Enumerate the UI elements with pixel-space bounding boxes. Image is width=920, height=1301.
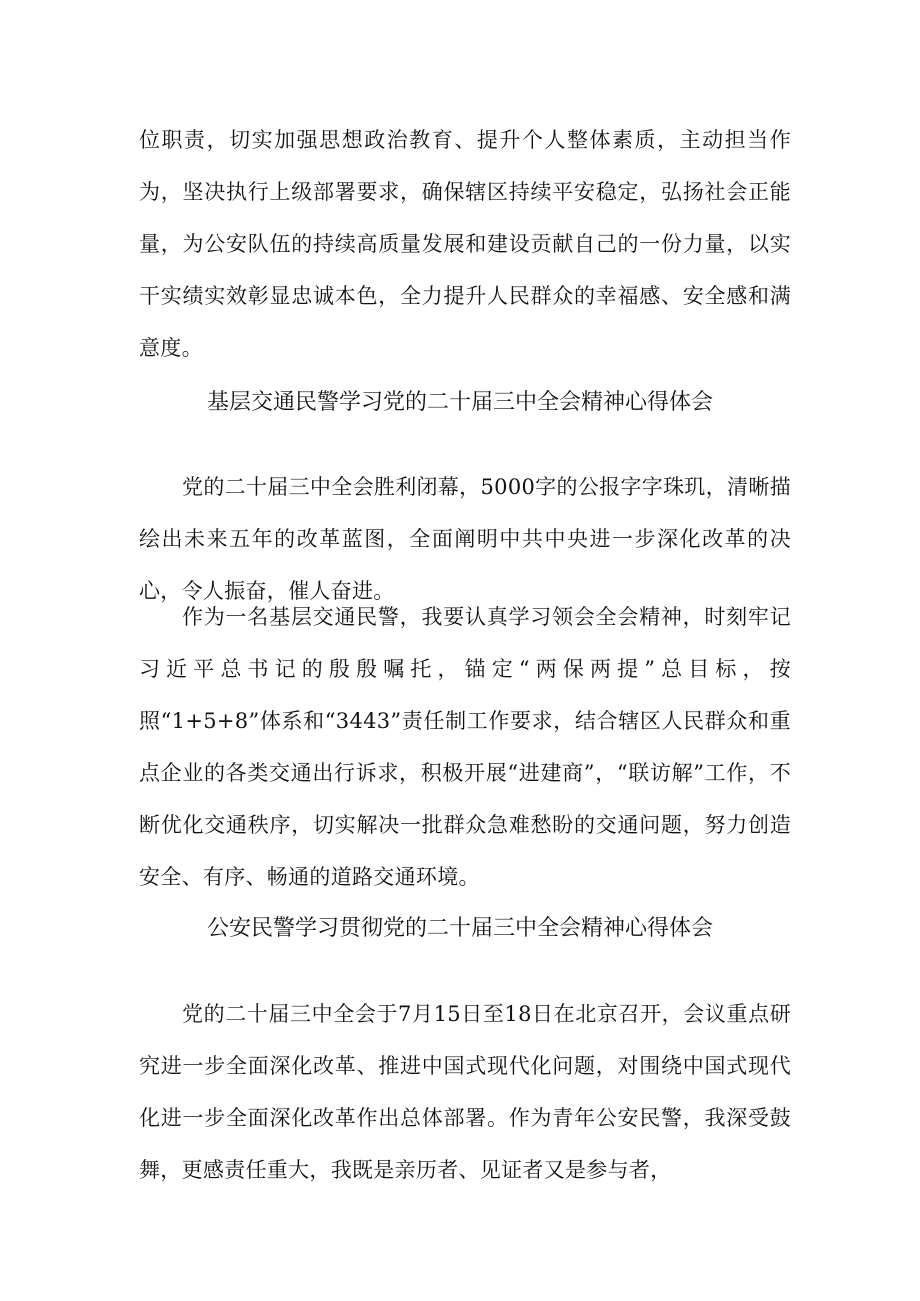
section-title-public-security-police: 公安民警学习贯彻党的二十届三中全会精神心得体会 <box>206 916 713 941</box>
section-title-traffic-police: 基层交通民警学习党的二十届三中全会精神心得体会 <box>206 390 713 415</box>
section-1-paragraph-2: 作为一名基层交通民警，我要认真学习领会全会精神，时刻牢记习近平总书记的殷殷嘱托，锚定“两保两提”总目标，按照“1+5+8”体系和“3443”责任制工作要求，结合辖区人民群众和重点企业的各类交通出行诉求，积极开展“进建商”，“联访解”工作，不断优化交通秩序，切实解决一批群众急难愁盼的交通问题，努力创造安全、有序、畅通的道路交通环境。 <box>139 605 791 889</box>
continuation-paragraph: 位职责，切实加强思想政治教育、提升个人整体素质，主动担当作为，坚决执行上级部署要求，确保辖区持续平安稳定，弘扬社会正能量，为公安队伍的持续高质量发展和建设贡献自己的一份力量，以实干实绩实效彰显忠诚本色，全力提升人民群众的幸福感、安全感和满意度。 <box>139 128 791 360</box>
section-1-paragraph-1: 党的二十届三中全会胜利闭幕，5000字的公报字字珠玑，清晰描绘出未来五年的改革蓝图，全面阐明中共中央进一步深化改革的决心，令人振奋，催人奋进。 <box>139 475 791 603</box>
section-2-paragraph-1: 党的二十届三中全会于7月15日至18日在北京召开，会议重点研究进一步全面深化改革、推进中国式现代化问题，对围绕中国式现代化进一步全面深化改革作出总体部署。作为青年公安民警，我深受鼓舞，更感责任重大，我既是亲历者、见证者又是参与者， <box>139 1002 791 1182</box>
